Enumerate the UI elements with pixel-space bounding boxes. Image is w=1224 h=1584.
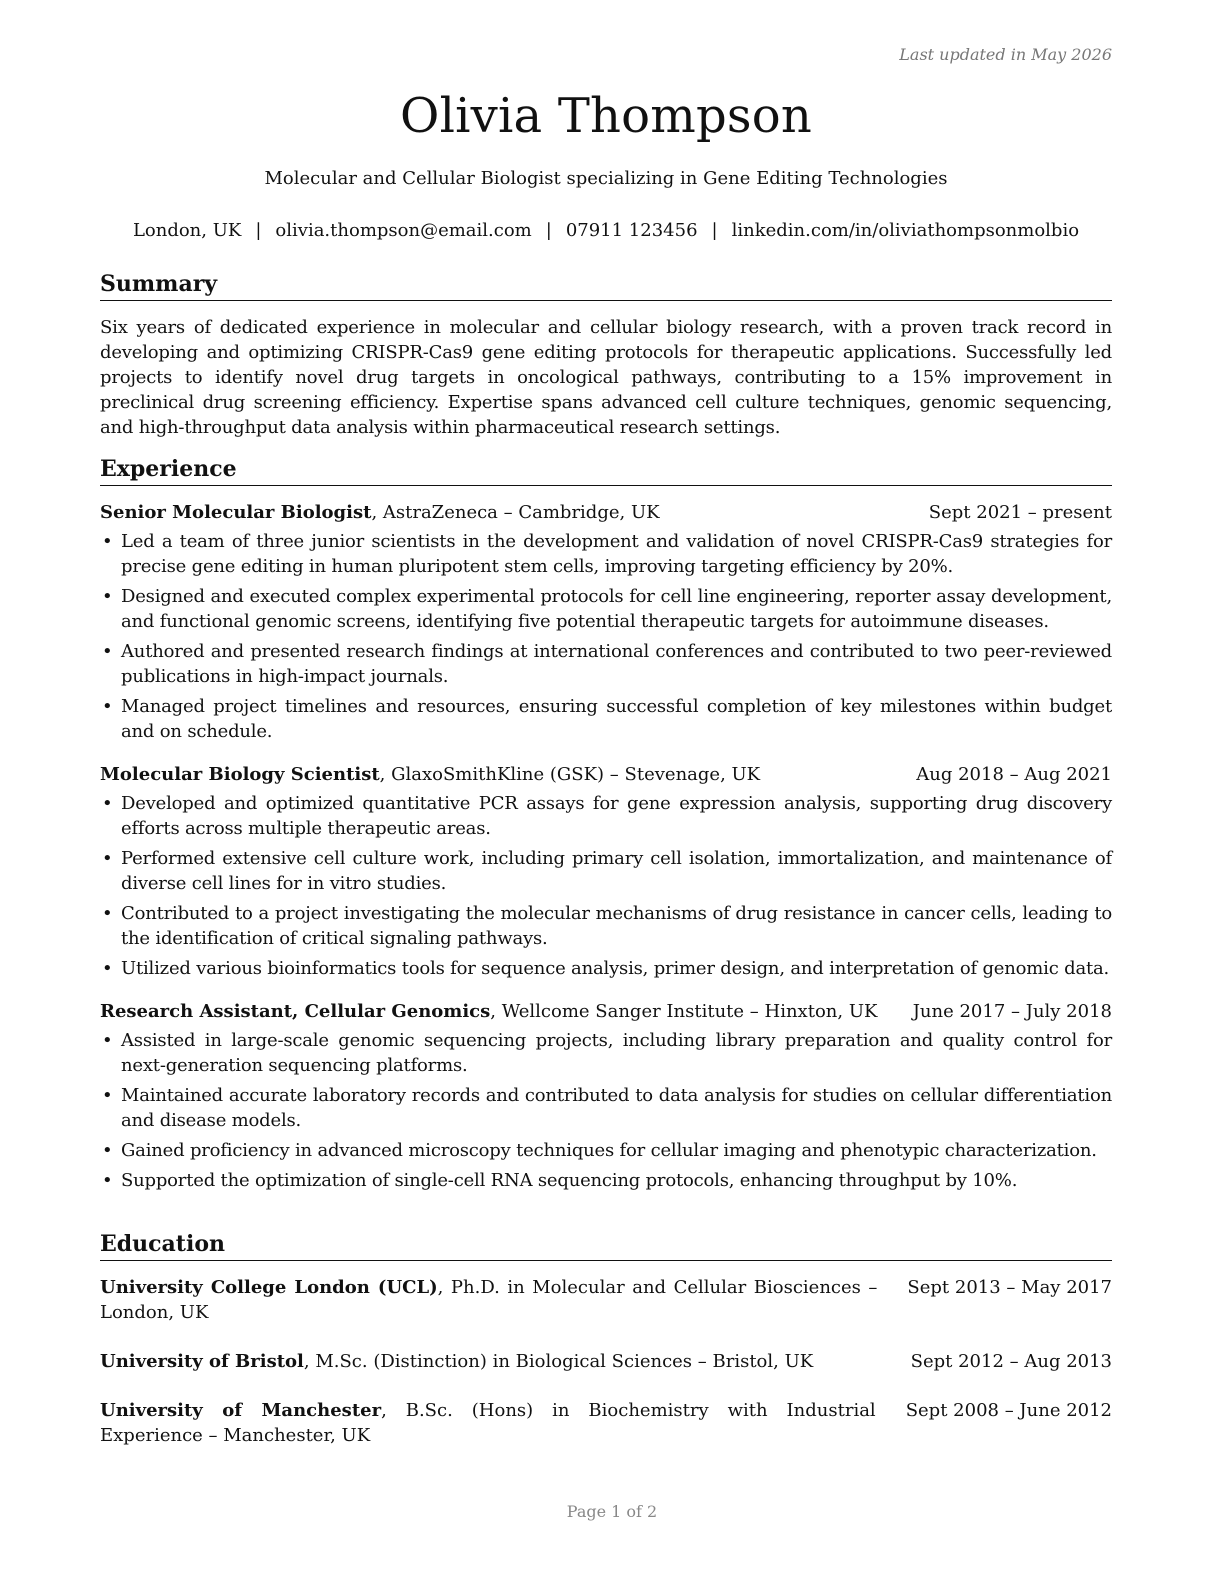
last-updated: Last updated in May 2026 — [899, 45, 1112, 64]
job-bullet: • Developed and optimized quantitative PCR assays for gene expression analysis, supporting drug discovery efforts across multiple therapeutic areas. — [100, 791, 1112, 841]
experience-section — [100, 455, 1112, 1198]
education-school: University of Bristol — [100, 1351, 304, 1372]
education-school: University of Manchester — [100, 1400, 382, 1421]
job-bullet: • Supported the optimization of single-cell RNA sequencing protocols, enhancing throughput by 10%. — [100, 1168, 1112, 1193]
contact-line — [100, 220, 1112, 241]
job-bullet: • Assisted in large-scale genomic sequencing projects, including library preparation and quality control for next-generation sequencing platforms. — [100, 1028, 1112, 1078]
section-heading-summary: Summary — [100, 270, 1112, 301]
education-detail: , M.Sc. (Distinction) in Biological Sciences – Bristol, UK — [303, 1351, 814, 1372]
education-entry — [100, 1398, 1112, 1448]
contact-email[interactable]: olivia.thompson@email.com — [275, 220, 532, 241]
education-dates: Sept 2013 – May 2017 — [907, 1277, 1112, 1298]
job-dates: Sept 2021 – present — [928, 502, 1112, 523]
job-org: , GlaxoSmithKline (GSK) – Stevenage, UK — [379, 764, 761, 785]
job-role: Molecular Biology Scientist — [100, 764, 380, 785]
job-entry — [100, 999, 1112, 1193]
job-entry — [100, 762, 1112, 981]
job-bullet: • Authored and presented research findings at international conferences and contributed to two peer-reviewed publications in high-impact journals. — [100, 639, 1112, 689]
job-entry — [100, 500, 1112, 744]
section-heading-experience: Experience — [100, 455, 1112, 486]
summary-section — [100, 270, 1112, 440]
contact-separator: | — [545, 220, 552, 241]
job-dates: June 2017 – July 2018 — [912, 1001, 1112, 1022]
job-org: , AstraZeneca – Cambridge, UK — [371, 502, 660, 523]
contact-separator: | — [255, 220, 262, 241]
job-bullet: • Designed and executed complex experimental protocols for cell line engineering, reporter assay development, and functional genomic screens, identifying five potential therapeutic targets for autoimmune diseases. — [100, 584, 1112, 634]
job-bullet: • Maintained accurate laboratory records and contributed to data analysis for studies on cellular differentiation and disease models. — [100, 1083, 1112, 1133]
page-number: Page 1 of 2 — [566, 1502, 658, 1521]
job-org: , Wellcome Sanger Institute – Hinxton, UK — [490, 1001, 878, 1022]
summary-text: Six years of dedicated experience in molecular and cellular biology research, with a proven track record in developing and optimizing CRISPR-Cas9 gene editing protocols for therapeutic applications. Successfully led projects to identify novel drug targets in oncological pathways, contributing to a 15% improvement in preclinical drug screening efficiency. Expertise spans advanced cell culture techniques, genomic sequencing, and high-throughput data analysis within pharmaceutical research settings. — [100, 317, 1112, 438]
job-bullet: • Performed extensive cell culture work, including primary cell isolation, immortalization, and maintenance of diverse cell lines for in vitro studies. — [100, 846, 1112, 896]
job-bullet: • Managed project timelines and resources, ensuring successful completion of key milestones within budget and on schedule. — [100, 694, 1112, 744]
education-entry — [100, 1349, 1112, 1374]
candidate-name: Olivia Thompson — [400, 88, 812, 144]
job-role: Research Assistant, Cellular Genomics — [100, 1001, 491, 1022]
education-school: University College London (UCL) — [100, 1277, 438, 1298]
education-dates: Sept 2012 – Aug 2013 — [910, 1351, 1112, 1372]
job-bullet: • Led a team of three junior scientists in the development and validation of novel CRISPR-Cas9 strategies for precise gene editing in human pluripotent stem cells, improving targeting efficiency by 20%. — [100, 529, 1112, 579]
job-bullet: • Contributed to a project investigating the molecular mechanisms of drug resistance in cancer cells, leading to the identification of critical signaling pathways. — [100, 901, 1112, 951]
education-detail: , Ph.D. in Molecular and Cellular Biosciences – London, UK — [100, 1277, 878, 1323]
education-dates: Sept 2008 – June 2012 — [905, 1400, 1112, 1421]
job-bullet: • Utilized various bioinformatics tools for sequence analysis, primer design, and interpretation of genomic data. — [100, 956, 1112, 981]
job-dates: Aug 2018 – Aug 2021 — [916, 764, 1112, 785]
education-detail: , B.Sc. (Hons) in Biochemistry with Industrial Experience – Manchester, UK — [100, 1400, 876, 1446]
education-section — [100, 1230, 1112, 1448]
job-role: Senior Molecular Biologist — [100, 502, 372, 523]
contact-linkedin[interactable]: linkedin.com/in/oliviathompsonmolbio — [731, 220, 1080, 241]
contact-location: London, UK — [132, 220, 242, 241]
tagline: Molecular and Cellular Biologist specializing in Gene Editing Technologies — [264, 168, 948, 189]
contact-phone: 07911 123456 — [565, 220, 698, 241]
section-heading-education: Education — [100, 1230, 1112, 1261]
job-bullet: • Gained proficiency in advanced microscopy techniques for cellular imaging and phenotypic characterization. — [100, 1138, 1112, 1163]
contact-separator: | — [711, 220, 718, 241]
education-entry — [100, 1275, 1112, 1325]
